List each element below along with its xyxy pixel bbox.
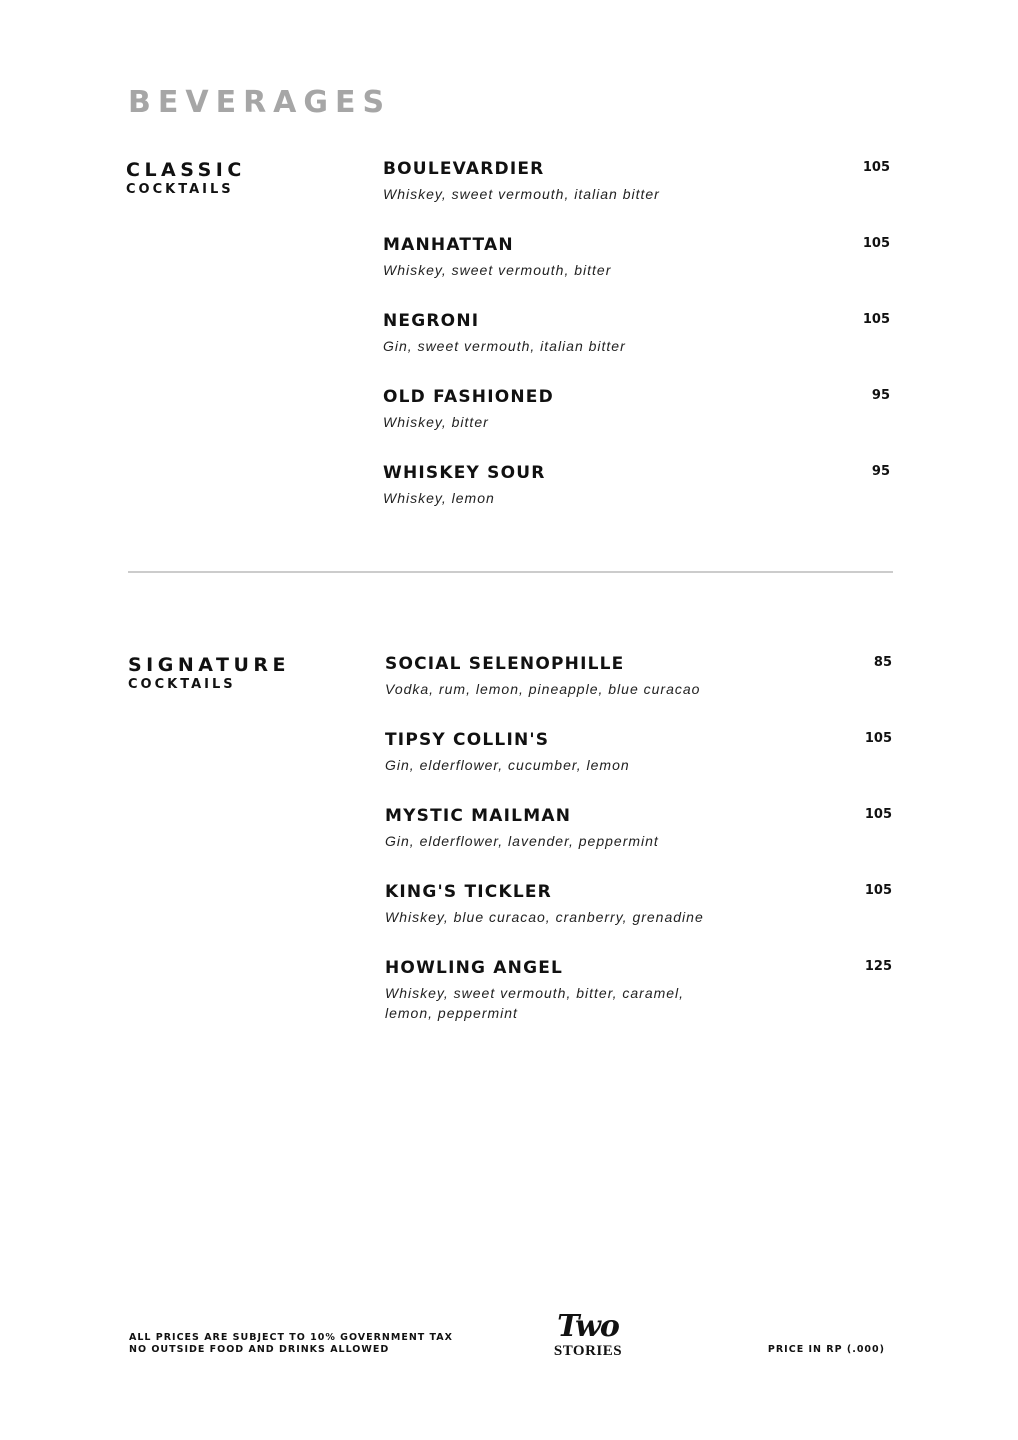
- item-price: 85: [873, 655, 892, 670]
- section-label-main: SIGNATURE: [128, 654, 290, 676]
- price-currency-note: PRICE IN RP (.000): [767, 1344, 885, 1355]
- footer-notes: [129, 1332, 453, 1356]
- menu-item: [383, 463, 893, 539]
- item-name: SOCIAL SELENOPHILLE: [385, 654, 625, 674]
- logo-word-text: STORIES: [553, 1343, 623, 1359]
- section-label-sub: COCKTAILS: [126, 182, 234, 197]
- item-description: Gin, elderflower, cucumber, lemon: [385, 757, 630, 773]
- item-price: 105: [862, 236, 890, 251]
- item-name: BOULEVARDIER: [383, 159, 545, 179]
- section-divider: [128, 571, 893, 573]
- section-label: [128, 654, 290, 694]
- item-description: Gin, sweet vermouth, italian bitter: [383, 338, 626, 354]
- menu-item: [385, 654, 895, 730]
- section-label-sub: COCKTAILS: [128, 677, 236, 692]
- outside-food-note: NO OUTSIDE FOOD AND DRINKS ALLOWED: [129, 1344, 390, 1355]
- item-description: Whiskey, bitter: [383, 414, 489, 430]
- page-title: BEVERAGES: [128, 85, 392, 120]
- tax-note: ALL PRICES ARE SUBJECT TO 10% GOVERNMENT TAX: [129, 1332, 453, 1343]
- menu-item: [383, 235, 893, 311]
- two-stories-logo: [548, 1310, 628, 1370]
- item-name: NEGRONI: [383, 311, 480, 331]
- section-label: [126, 159, 246, 199]
- item-description: Whiskey, lemon: [383, 490, 495, 506]
- item-price: 95: [871, 388, 890, 403]
- menu-item: [383, 311, 893, 387]
- menu-item: [385, 730, 895, 806]
- item-price: 105: [864, 731, 892, 746]
- item-name: MYSTIC MAILMAN: [385, 806, 572, 826]
- logo-script-text: Two: [557, 1309, 619, 1344]
- item-description: Whiskey, sweet vermouth, bitter: [383, 262, 612, 278]
- item-price: 105: [864, 883, 892, 898]
- section-label-main: CLASSIC: [126, 159, 246, 181]
- item-price: 125: [864, 959, 892, 974]
- item-price: 105: [862, 312, 890, 327]
- item-price: 105: [862, 160, 890, 175]
- menu-item: [385, 882, 895, 958]
- menu-item-list: [385, 654, 895, 1034]
- item-description: Vodka, rum, lemon, pineapple, blue curacao: [385, 681, 701, 697]
- item-name: WHISKEY SOUR: [383, 463, 546, 483]
- item-name: MANHATTAN: [383, 235, 514, 255]
- item-description: Whiskey, sweet vermouth, italian bitter: [383, 186, 660, 202]
- item-price: 105: [864, 807, 892, 822]
- item-description: Whiskey, blue curacao, cranberry, grenadine: [385, 909, 704, 925]
- menu-item: [385, 958, 895, 1034]
- item-name: OLD FASHIONED: [383, 387, 554, 407]
- item-description: Gin, elderflower, lavender, peppermint: [385, 833, 659, 849]
- item-name: TIPSY COLLIN'S: [385, 730, 550, 750]
- menu-item: [383, 159, 893, 235]
- item-name: KING'S TICKLER: [385, 882, 552, 902]
- item-name: HOWLING ANGEL: [385, 958, 564, 978]
- menu-item: [385, 806, 895, 882]
- menu-item-list: [383, 159, 893, 539]
- menu-item: [383, 387, 893, 463]
- item-description: Whiskey, sweet vermouth, bitter, caramel, lemon, peppermint: [385, 985, 685, 1021]
- item-price: 95: [871, 464, 890, 479]
